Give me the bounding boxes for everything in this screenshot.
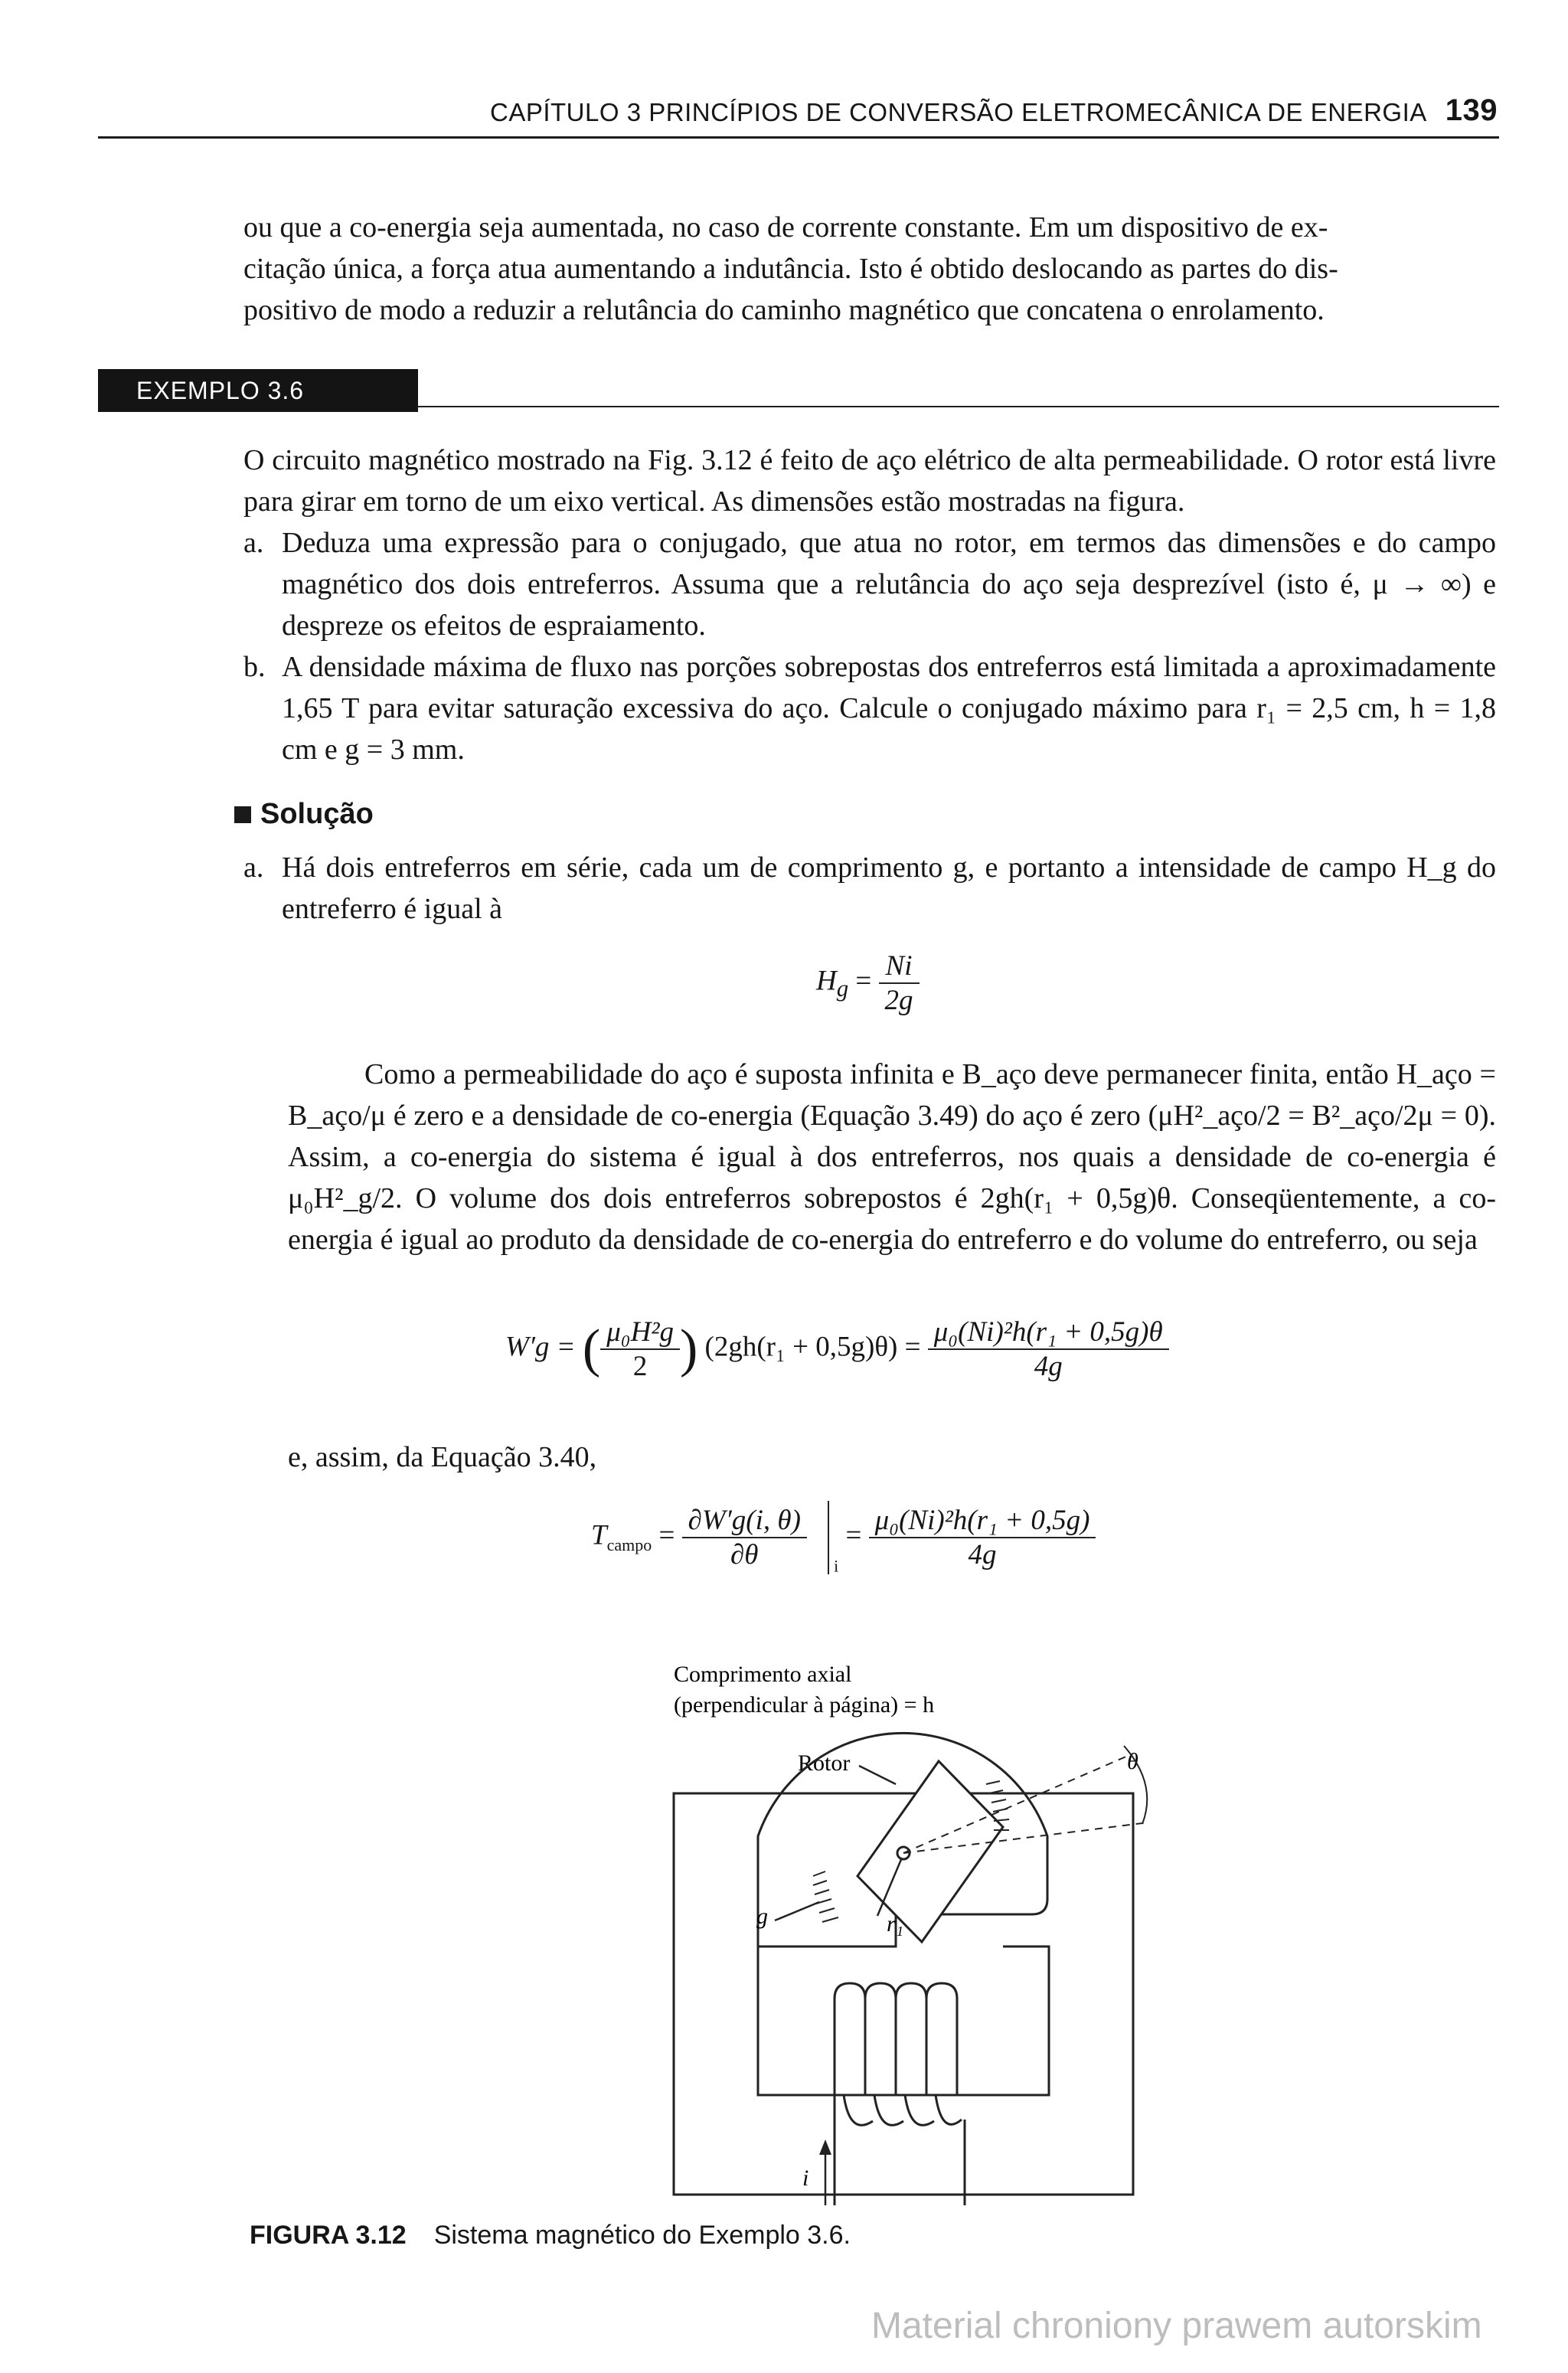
eq1-num: Ni (879, 950, 920, 984)
winding-turn (926, 1983, 957, 2095)
example-item-a (243, 522, 1496, 646)
item-a-text: Deduza uma expressão para o conjugado, que atua no rotor, em termos das dimensões e do campo magnético dos dois entreferros. Assuma que a relutância do aço seja desprezível (isto é, μ → ∞) e despreze os efeitos de espraiamento. (282, 527, 1496, 642)
eq3-sub: campo (606, 1535, 652, 1554)
rotor-leader (859, 1766, 896, 1784)
equation-hg: $H_g$ = $\frac{Ni}{2g}$ (816, 950, 920, 1017)
rotor-label: Rotor (798, 1750, 851, 1776)
eq3-den1: ∂θ (730, 1539, 759, 1571)
example-item-b (243, 646, 1496, 770)
theta-label: θ (1127, 1749, 1138, 1774)
winding-front (874, 2095, 903, 2125)
solution-bullet (234, 806, 251, 823)
header-rule (98, 136, 1499, 139)
eq2-num1: μ₀H²g (600, 1316, 680, 1350)
solution-item-a (243, 847, 1496, 930)
eq3-num2: μ₀(Ni)²h(r₁ + 0,5g) (869, 1504, 1096, 1538)
intro-line: positivo de modo a reduzir a relutância do caminho magnético que concatena o enrolamento. (243, 294, 1325, 326)
g-leader (775, 1902, 819, 1920)
figure-caption (250, 2221, 851, 2250)
item-b-text: A densidade máxima de fluxo nas porções sobrepostas dos entreferros está limitada a aproximadamente 1,65 T para evitar saturação excessiva do aço. Calcule o conjugado máximo para r₁ = 2,5 cm, h = 1,8 cm e g = 3 mm. (282, 651, 1496, 766)
example-label: EXEMPLO 3.6 (98, 369, 418, 412)
equation-coenergy: W′g = ( $\frac{\text{μ₀H²g}}{2}$ ) (2gh(r₁ + 0,5g)θ) = $\frac{\text{μ₀(Ni)²h(r₁ + 0,5g)θ}}{4g}$ (505, 1316, 1169, 1383)
solution-paragraph-1: Como a permeabilidade do aço é suposta infinita e B_aço deve permanecer finita, então H_aço = B_aço/μ é zero e a densidade de co-energia (Equação 3.49) do aço é zero (μH²_aço/2 = B²_aço/2μ = 0). Assim, a co-energia do sistema é igual à dos entreferros, nos quais a densidade de co-energia é μ₀H²_g/2. O volume dos dois entreferros sobrepostos é 2gh(r₁ + 0,5g)θ. Conseqüentemente, a co-energia é igual ao produto da densidade de co-energia do entreferro e do volume do entreferro, ou seja (288, 1058, 1496, 1256)
caption-label: FIGURA 3.12 (250, 2221, 407, 2250)
eq3-eval: i (834, 1556, 839, 1576)
equation-torque: $T_{campo}$ = $\frac{\partial W'g(i, \theta)}{\partial\theta}$ $_i$ = $\frac{\text{μ₀(Ni)²h(r₁ + 0,5g)}}{4g}$ (591, 1501, 1096, 1576)
running-title: CAPÍTULO 3 PRINCÍPIOS DE CONVERSÃO ELETROMECÂNICA DE ENERGIA (490, 98, 1427, 126)
page-number: 139 (1445, 93, 1498, 127)
current-arrow-head (819, 2139, 831, 2155)
intro-paragraph (243, 207, 1496, 331)
eq2-mid: (2gh(r₁ + 0,5g)θ) = (704, 1331, 921, 1363)
eq3-lhs: T (591, 1519, 607, 1551)
eq1-fraction (879, 950, 920, 1017)
eq2-den2: 4g (1034, 1351, 1063, 1382)
eq2-den1: 2 (632, 1351, 648, 1382)
winding-turn (896, 1983, 926, 2095)
eq3-den2: 4g (968, 1539, 997, 1571)
winding-front (844, 2095, 873, 2125)
item-marker: a. (243, 527, 264, 559)
winding-turn (835, 1983, 865, 2095)
eq2-fraction-2 (928, 1316, 1169, 1383)
eq2-num2: μ₀(Ni)²h(r₁ + 0,5g)θ (928, 1316, 1169, 1350)
r1-label: r₁ (887, 1911, 904, 1937)
eq3-fraction-1 (682, 1504, 807, 1571)
example-rule (418, 406, 1499, 407)
eq3-fraction-2 (869, 1504, 1096, 1571)
solution-title: Solução (260, 798, 374, 830)
item-marker: b. (243, 651, 266, 683)
winding-front (936, 2095, 962, 2124)
stator-window (758, 1946, 1049, 2095)
item-marker: a. (243, 851, 264, 884)
eq3-num1: ∂W′g(i, θ) (682, 1504, 807, 1538)
magnetic-system-figure (643, 1646, 1179, 2205)
intro-line: citação única, a força atua aumentando a indutância. Isto é obtido deslocando as partes do dis- (243, 253, 1338, 285)
current-label: i (802, 2165, 809, 2191)
eq2-fraction-1 (600, 1316, 680, 1383)
axial-length-line2: (perpendicular à página) = h (674, 1692, 935, 1718)
eq1-den: 2g (884, 985, 913, 1016)
intro-line: ou que a co-energia seja aumentada, no caso de corrente constante. Em um dispositivo de ex- (243, 211, 1328, 244)
air-gap-hatch-left (813, 1871, 838, 1922)
winding-front (905, 2095, 934, 2125)
eq1-lhs: H (816, 965, 837, 997)
eq2-lhs: W′g = (505, 1331, 576, 1363)
example-statement: O circuito magnético mostrado na Fig. 3.12 é feito de aço elétrico de alta permeabilidade. O rotor está livre para girar em torno de um eixo vertical. As dimensões estão mostradas na figura. (243, 444, 1496, 518)
winding-turn (865, 1983, 896, 2095)
axial-length-line1: Comprimento axial (674, 1662, 852, 1687)
solution-a-text: Há dois entreferros em série, cada um de comprimento g, e portanto a intensidade de campo H_g do entreferro é igual à (282, 851, 1496, 925)
g-label: g (756, 1904, 768, 1929)
eq1-sub: g (836, 975, 849, 1002)
watermark: Material chroniony prawem autorskim (871, 2306, 1482, 2346)
running-header (490, 93, 1498, 127)
caption-text: Sistema magnético do Exemplo 3.6. (433, 2221, 851, 2250)
solution-paragraph-2: e, assim, da Equação 3.40, (288, 1441, 597, 1473)
